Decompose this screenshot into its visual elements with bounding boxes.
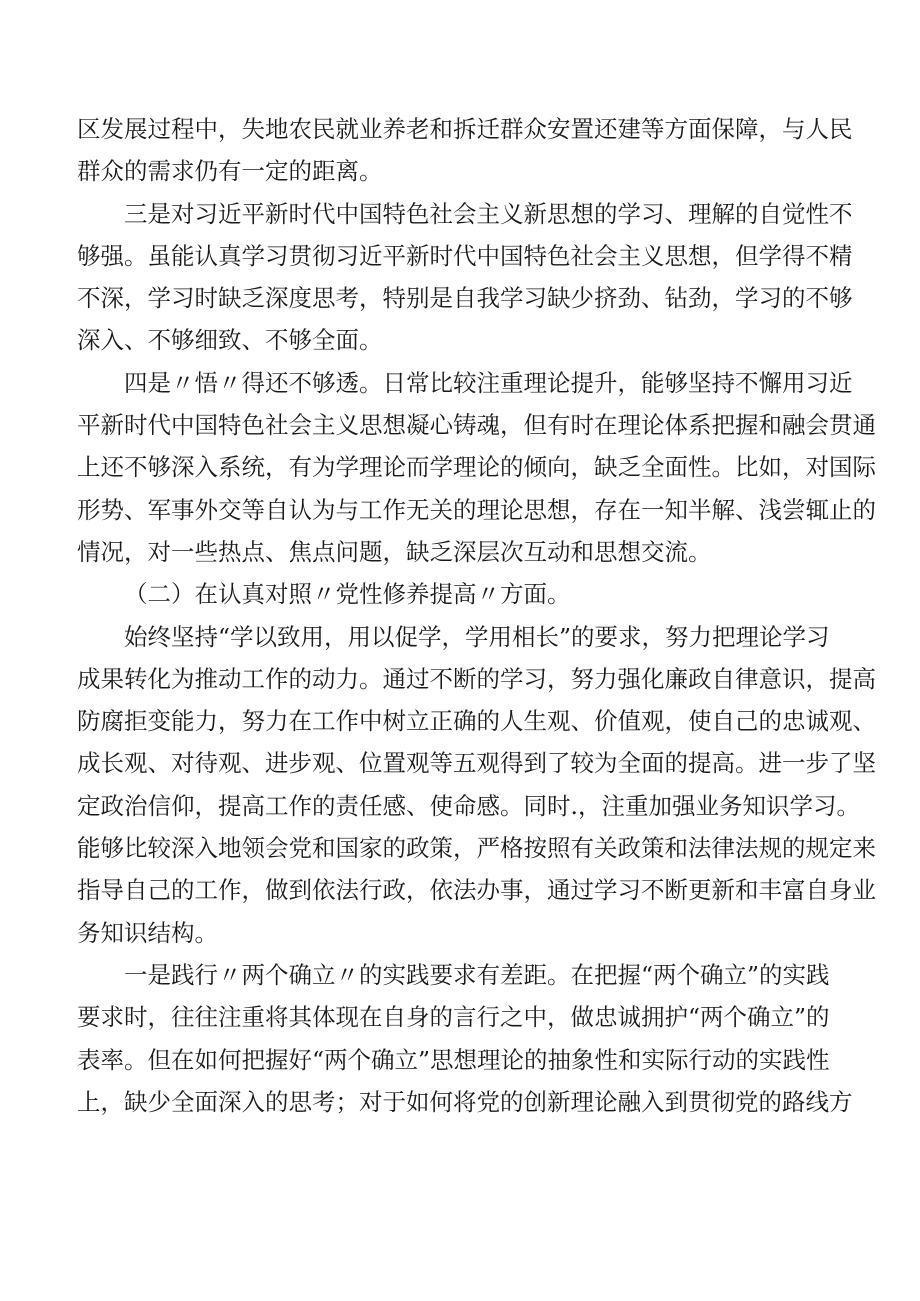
text-line: 要求时，往往注重将其体现在自身的言行之中，做忠诚拥护“两个确立”的	[77, 1003, 830, 1032]
text-line: 够强。虽能认真学习贯彻习近平新时代中国特色社会主义思想，但学得不精	[77, 241, 853, 270]
document-body	[77, 108, 876, 1123]
text-line: 深入、不够细致、不够全面。	[77, 326, 383, 355]
text-line: 防腐拒变能力，努力在工作中树立正确的人生观、价值观，使自己的忠诚观、	[77, 707, 876, 736]
paragraph-start-line: 四是〃悟〃得还不够透。日常比较注重理论提升，能够坚持不懈用习近	[124, 368, 853, 397]
section-heading: （二）在认真对照〃党性修养提高〃方面。	[124, 580, 571, 609]
paragraph-start-line: 三是对习近平新时代中国特色社会主义新思想的学习、理解的自觉性不	[124, 199, 853, 228]
text-line: 不深，学习时缺乏深度思考，特别是自我学习缺少挤劲、钻劲，学习的不够	[77, 284, 853, 313]
text-line: 平新时代中国特色社会主义思想凝心铸魂，但有时在理论体系把握和融会贯通	[77, 411, 876, 440]
paragraph-start-line: 一是践行〃两个确立〃的实践要求有差距。在把握“两个确立”的实践	[124, 960, 830, 989]
text-line: 能够比较深入地领会党和国家的政策，严格按照有关政策和法律法规的规定来	[77, 834, 876, 863]
text-line: 上还不够深入系统，有为学理论而学理论的倾向，缺乏全面性。比如，对国际	[77, 453, 876, 482]
text-line: 成果转化为推动工作的动力。通过不断的学习，努力强化廉政自律意识，提高	[77, 664, 876, 693]
paragraph-start-line: 始终坚持“学以致用，用以促学，学用相长”的要求，努力把理论学习	[124, 622, 830, 651]
text-line: 指导自己的工作，做到依法行政，依法办事，通过学习不断更新和丰富自身业	[77, 876, 876, 905]
text-line: 表率。但在如何把握好“两个确立”思想理论的抽象性和实际行动的实践性	[77, 1045, 830, 1074]
text-line: 情况，对一些热点、焦点问题，缺乏深层次互动和思想交流。	[77, 537, 712, 566]
text-line: 定政治信仰，提高工作的责任感、使命感。同时.，注重加强业务知识学习。	[77, 791, 860, 820]
text-line: 上，缺少全面深入的思考；对于如何将党的创新理论融入到贯彻党的路线方	[77, 1087, 853, 1116]
text-line: 区发展过程中，失地农民就业养老和拆迁群众安置还建等方面保障，与人民	[77, 115, 853, 143]
text-line: 成长观、对待观、进步观、位置观等五观得到了较为全面的提高。进一步了坚	[77, 749, 876, 778]
text-line: 形势、军事外交等自认为与工作无关的理论思想，存在一知半解、浅尝辄止的	[77, 495, 876, 524]
text-line: 务知识结构。	[77, 918, 218, 947]
text-line: 群众的需求仍有一定的距离。	[77, 157, 383, 186]
